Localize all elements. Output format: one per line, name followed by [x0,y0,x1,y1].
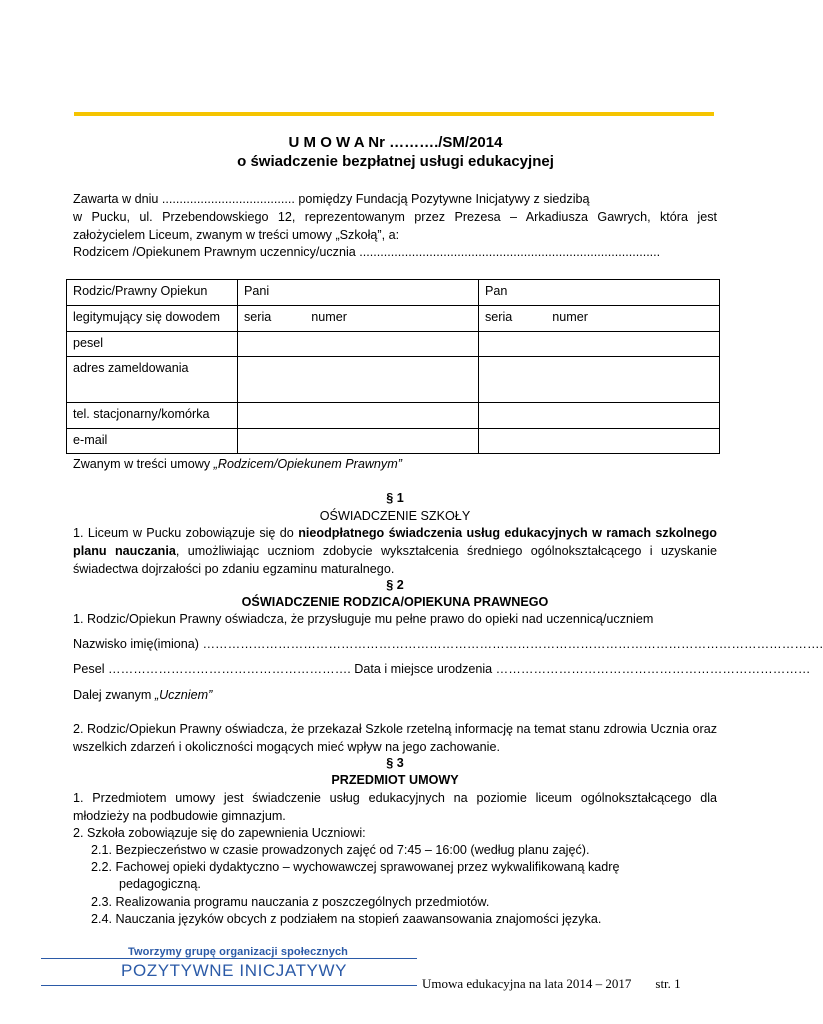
email-cell-mother[interactable] [238,429,479,454]
address-cell-father[interactable] [479,357,720,403]
cell-father: Pan [479,280,720,306]
parent-info-table [66,279,720,454]
row-label: pesel [67,332,238,357]
id-doc-cell-father[interactable]: seria numer [479,306,720,332]
list-item: 2.2. Fachowej opieki dydaktyczno – wychowawczej sprawowanej przez wykwalifikowaną kadrę [91,860,620,874]
phone-cell-father[interactable] [479,403,720,429]
address-cell-mother[interactable] [238,357,479,403]
cell-mother: Pani [238,280,479,306]
document-title: U M O W A Nr ………./SM/2014 [288,134,503,151]
pesel-cell-mother[interactable] [238,332,479,357]
student-name-line[interactable]: Nazwisko imię(imiona) …………………………………………………………………………………………………………………………………. [73,637,823,651]
row-label: adres zameldowania [67,357,238,403]
row-label: legitymujący się dowodem [67,306,238,332]
header-rule [74,112,714,116]
section-3-sign: § 3 [386,756,404,770]
intro-line-2: w Pucku, ul. Przebendowskiego 12, reprezentowanym przez Prezesa – Arkadiusza Gawrych, która jest [73,210,717,224]
parent-defined-term: Zwanym w treści umowy „Rodzicem/Opiekunem Prawnym” [73,457,402,471]
student-pesel-birth-line[interactable]: Pesel …………………………………………………. Data i miejsce urodzenia ………………………………………………………………… [73,662,811,676]
id-doc-cell-mother[interactable]: seria numer [238,306,479,332]
footer-doc-info [422,976,681,992]
footer-page-number: str. 1 [655,976,681,991]
section-2-paragraph-1: 1. Rodzic/Opiekun Prawny oświadcza, że przysługuje mu pełne prawo do opieki nad uczennicą/uczniem [73,612,654,626]
footer-doc-name: Umowa edukacyjna na lata 2014 – 2017 [422,976,632,991]
section-2-sign: § 2 [386,578,404,592]
intro-line-3: założycielem Liceum, zwanym w treści umowy „Szkołą”, a: [73,228,400,242]
footer-tagline: Tworzymy grupę organizacji społecznych [128,946,348,958]
intro-line-4: Rodzicem /Opiekunem Prawnym uczennicy/ucznia ...................................................................................... [73,245,661,259]
table-row [67,280,720,306]
section-1-paragraph: 1. Liceum w Pucku zobowiązuje się do nieodpłatnego świadczenia usług edukacyjnych w ramach szkolnego planu nauczania, umożliwiając uczniom zdobycie wykształcenia średniego ogólnokształcącego i uzyskanie świadectwa dojrzałości po zdaniu egzaminu maturalnego. [73,526,717,576]
footer-logo: POZYTYWNE INICJATYWY [121,961,348,980]
footer-rule-bottom [41,985,417,986]
section-3-paragraph-2: 2. Szkoła zobowiązuje się do zapewnienia Uczniowi: [73,826,366,840]
pesel-cell-father[interactable] [479,332,720,357]
section-1-sign: § 1 [386,491,404,505]
row-label: e-mail [67,429,238,454]
list-item: 2.4. Nauczania języków obcych z podziałem na stopień zaawansowania znajomości języka. [91,912,602,926]
list-item: 2.1. Bezpieczeństwo w czasie prowadzonych zajęć od 7:45 – 16:00 (według planu zajęć). [91,843,590,857]
list-item: pedagogiczną. [119,877,201,891]
email-cell-father[interactable] [479,429,720,454]
footer-rule-top [41,958,417,959]
row-label: tel. stacjonarny/komórka [67,403,238,429]
table-row [67,429,720,454]
table-row [67,403,720,429]
section-3-heading: PRZEDMIOT UMOWY [331,773,459,787]
list-item: 2.3. Realizowania programu nauczania z poszczególnych przedmiotów. [91,895,490,909]
section-2-paragraph-2: 2. Rodzic/Opiekun Prawny oświadcza, że przekazał Szkole rzetelną informację na temat stanu zdrowia Ucznia oraz wszelkich zdarzeń i okoliczności mogących mieć wpływ na jego zachowanie. [73,722,717,754]
phone-cell-mother[interactable] [238,403,479,429]
section-2-heading: OŚWIADCZENIE RODZICA/OPIEKUNA PRAWNEGO [241,595,549,609]
table-row [67,306,720,332]
document-subtitle: o świadczenie bezpłatnej usługi edukacyjnej [237,153,554,170]
student-defined-term: Dalej zwanym „Uczniem” [73,688,213,702]
intro-line-1: Zawarta w dniu ...................................... pomiędzy Fundacją Pozytywne Inicjatywy z siedzibą [73,192,590,206]
table-row [67,332,720,357]
section-3-paragraph-1: 1. Przedmiotem umowy jest świadczenie usług edukacyjnych na poziomie liceum ogólnokształcącego dla młodzieży na podbudowie gimnazjum. [73,791,717,823]
table-row [67,357,720,403]
row-label: Rodzic/Prawny Opiekun [67,280,238,306]
section-1-heading: OŚWIADCZENIE SZKOŁY [319,509,471,523]
